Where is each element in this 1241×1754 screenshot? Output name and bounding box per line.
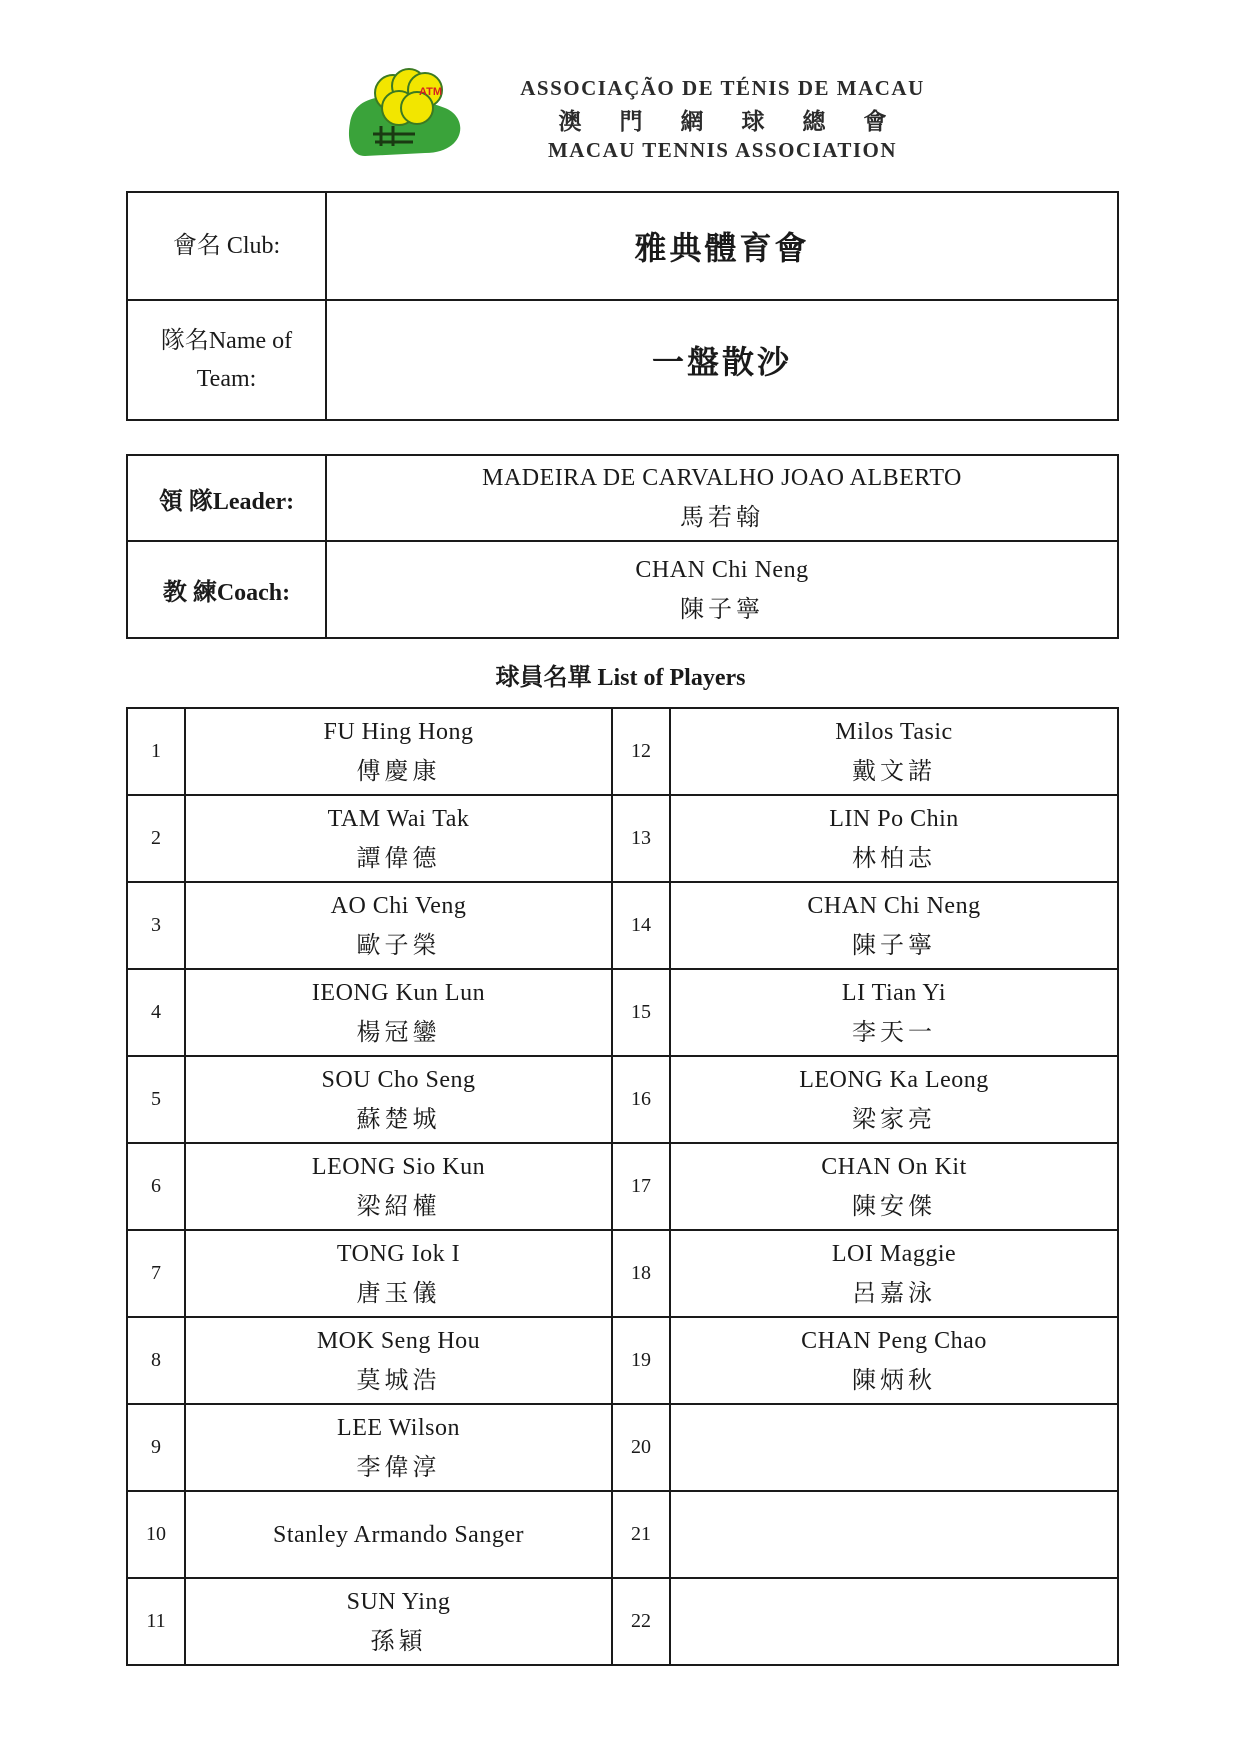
player-name-en: LOI Maggie (831, 1240, 957, 1267)
player-name-cell (185, 1578, 612, 1665)
player-name-zh: 林柏志 (852, 845, 936, 872)
player-number: 9 (127, 1404, 185, 1491)
player-number: 2 (127, 795, 185, 882)
player-name-cell (185, 1230, 612, 1317)
team-label: 隊名Name of Team: (127, 300, 326, 420)
player-name-cell (185, 1404, 612, 1491)
player-name-en: LEONG Ka Leong (799, 1066, 989, 1093)
leader-row (127, 455, 1118, 541)
player-name-zh: 陳子寧 (852, 932, 936, 959)
player-row (127, 969, 1118, 1056)
player-row (127, 882, 1118, 969)
team-row (127, 300, 1118, 420)
player-name-cell (185, 795, 612, 882)
player-row (127, 1317, 1118, 1404)
player-number: 18 (612, 1230, 670, 1317)
club-label: 會名 Club: (127, 192, 326, 300)
player-name-en: Stanley Armando Sanger (273, 1521, 524, 1548)
player-row (127, 1578, 1118, 1665)
player-name-en: LEONG Sio Kun (311, 1153, 486, 1180)
player-name-cell (670, 1317, 1118, 1404)
player-name-en: TAM Wai Tak (327, 805, 470, 832)
player-name-en: Milos Tasic (835, 718, 953, 745)
player-number: 7 (127, 1230, 185, 1317)
coach-value (326, 541, 1118, 638)
players-list-title: 球員名單 List of Players (495, 665, 746, 691)
page-header (345, 68, 945, 168)
player-name-zh: 戴文諾 (852, 758, 936, 785)
leader-name-en: MADEIRA DE CARVALHO JOAO ALBERTO (482, 465, 962, 491)
player-name-cell (670, 882, 1118, 969)
player-name-zh: 唐玉儀 (356, 1280, 441, 1307)
player-number: 4 (127, 969, 185, 1056)
player-number: 11 (127, 1578, 185, 1665)
player-row (127, 1056, 1118, 1143)
player-name-zh: 歐子榮 (356, 932, 441, 959)
player-row (127, 795, 1118, 882)
player-row (127, 1491, 1118, 1578)
coach-label: 教 練Coach: (127, 541, 326, 638)
player-name-zh: 李天一 (852, 1019, 936, 1046)
player-name-en: CHAN Peng Chao (801, 1327, 987, 1354)
player-name-cell (670, 1230, 1118, 1317)
player-name-zh: 李偉淳 (356, 1454, 441, 1481)
player-name-zh: 陳安傑 (852, 1193, 936, 1220)
player-number: 10 (127, 1491, 185, 1578)
svg-text:ATM: ATM (419, 86, 443, 98)
player-name-cell (670, 1578, 1118, 1665)
player-name-cell (185, 1491, 612, 1578)
player-number: 14 (612, 882, 670, 969)
player-name-cell (670, 1491, 1118, 1578)
player-name-en: TONG Iok I (336, 1240, 461, 1267)
player-number: 5 (127, 1056, 185, 1143)
player-name-en: IEONG Kun Lun (311, 979, 486, 1006)
player-name-en: SUN Ying (346, 1588, 451, 1615)
player-name-zh: 梁紹權 (356, 1193, 441, 1220)
player-number: 3 (127, 882, 185, 969)
club-value: 雅典體育會 (326, 192, 1118, 300)
staff-table (126, 454, 1119, 639)
player-row (127, 1143, 1118, 1230)
player-number: 20 (612, 1404, 670, 1491)
player-name-cell (670, 969, 1118, 1056)
player-name-cell (185, 1056, 612, 1143)
team-value: 一盤散沙 (326, 300, 1118, 420)
leader-label: 領 隊Leader: (127, 455, 326, 541)
player-name-en: MOK Seng Hou (316, 1327, 481, 1354)
player-name-cell (670, 795, 1118, 882)
org-name-english: MACAU TENNIS ASSOCIATION (547, 138, 898, 162)
player-row (127, 708, 1118, 795)
player-name-cell (670, 1404, 1118, 1491)
player-name-zh: 陳炳秋 (852, 1367, 936, 1394)
organization-names (515, 76, 930, 163)
player-name-zh: 梁家亮 (852, 1106, 936, 1133)
player-number: 22 (612, 1578, 670, 1665)
player-name-zh: 傅慶康 (356, 758, 441, 785)
player-name-cell (185, 882, 612, 969)
player-name-zh: 楊冠鑾 (356, 1019, 441, 1046)
org-name-portuguese: ASSOCIAÇÃO DE TÉNIS DE MACAU (520, 76, 925, 100)
player-name-zh: 譚偉德 (356, 845, 441, 872)
player-name-zh: 呂嘉泳 (852, 1280, 936, 1307)
player-name-en: SOU Cho Seng (321, 1066, 476, 1093)
player-name-en: AO Chi Veng (330, 892, 467, 919)
player-name-en: LI Tian Yi (841, 979, 947, 1006)
player-name-en: LEE Wilson (337, 1414, 460, 1441)
club-row (127, 192, 1118, 300)
org-name-chinese: 澳門網球總會 (558, 109, 925, 134)
players-table (126, 707, 1119, 1666)
coach-name-en: CHAN Chi Neng (635, 556, 809, 583)
player-row (127, 1230, 1118, 1317)
player-number: 16 (612, 1056, 670, 1143)
coach-name-zh: 陳子寧 (680, 596, 764, 623)
player-number: 1 (127, 708, 185, 795)
player-name-cell (185, 1317, 612, 1404)
player-name-zh: 孫穎 (370, 1628, 427, 1655)
player-number: 17 (612, 1143, 670, 1230)
leader-name-zh: 馬若翰 (680, 505, 764, 531)
player-number: 13 (612, 795, 670, 882)
player-number: 8 (127, 1317, 185, 1404)
player-name-zh: 蘇楚城 (356, 1106, 441, 1133)
leader-value (326, 455, 1118, 541)
player-name-en: LIN Po Chin (829, 805, 959, 832)
player-name-en: FU Hing Hong (323, 718, 474, 745)
association-logo-icon (345, 68, 470, 158)
player-number: 15 (612, 969, 670, 1056)
player-name-cell (185, 708, 612, 795)
coach-row (127, 541, 1118, 638)
player-number: 19 (612, 1317, 670, 1404)
player-number: 6 (127, 1143, 185, 1230)
player-row (127, 1404, 1118, 1491)
player-name-cell (670, 1056, 1118, 1143)
player-name-cell (670, 708, 1118, 795)
player-name-cell (185, 969, 612, 1056)
player-name-zh: 莫城浩 (356, 1367, 441, 1394)
club-team-table (126, 191, 1119, 421)
player-name-en: CHAN Chi Neng (807, 892, 981, 919)
player-number: 21 (612, 1491, 670, 1578)
player-name-en: CHAN On Kit (821, 1153, 967, 1180)
player-name-cell (670, 1143, 1118, 1230)
player-name-cell (185, 1143, 612, 1230)
player-number: 12 (612, 708, 670, 795)
